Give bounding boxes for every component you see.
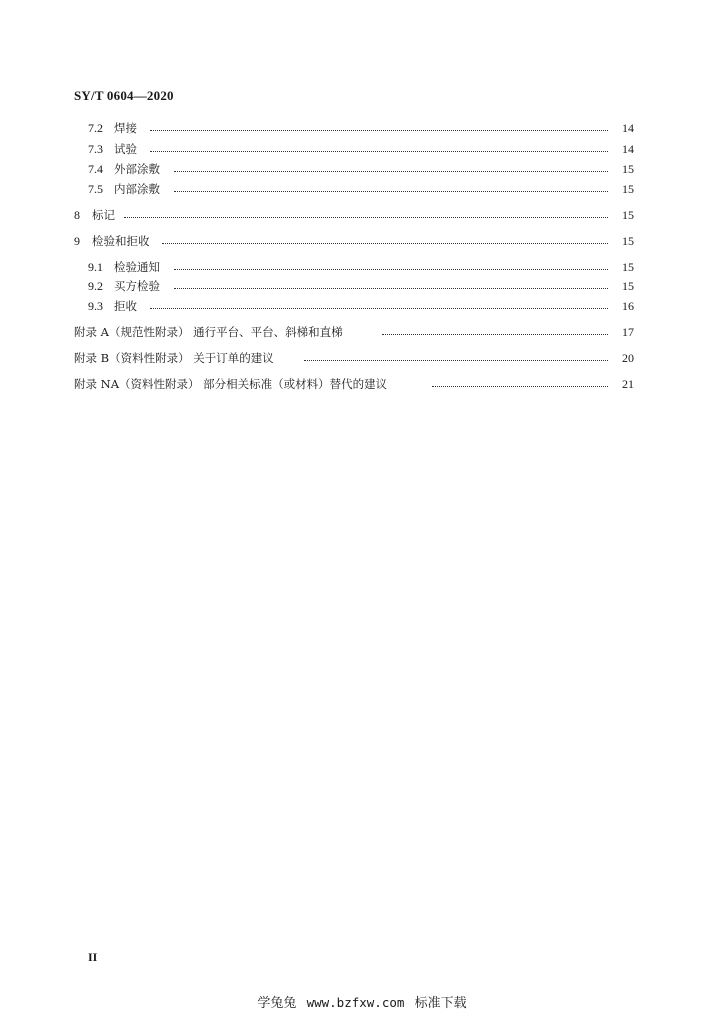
toc-number: 8 (74, 208, 80, 222)
toc-title: 标记 (92, 208, 115, 222)
toc-number: 9.1 (88, 260, 103, 274)
toc-number: 9 (74, 234, 80, 248)
toc-entry-7-4[interactable] (0, 161, 724, 177)
footer-site-name: 学兔兔 (257, 996, 297, 1011)
footer-url-link[interactable]: www.bzfxw.com (306, 995, 405, 1010)
toc-entry-annex-a[interactable] (0, 324, 724, 340)
document-code: SY/T 0604—2020 (74, 88, 174, 103)
toc-number: 7.2 (88, 121, 103, 135)
toc-number: 9.2 (88, 279, 103, 293)
toc-title: 附录 NA（资料性附录） 部分相关标准（或材料）替代的建议 (74, 377, 388, 391)
toc-entry-9-2[interactable] (0, 278, 724, 294)
toc-page: 21 (622, 377, 634, 391)
footer-tagline: 标准下载 (414, 996, 467, 1011)
toc-title: 内部涂敷 (114, 182, 160, 196)
toc-page: 15 (622, 162, 634, 176)
toc-leader (174, 288, 608, 289)
toc-title: 焊接 (114, 121, 137, 135)
toc-entry-9-1[interactable] (0, 259, 724, 275)
toc-entry-annex-b[interactable] (0, 350, 724, 366)
toc-number: 7.3 (88, 142, 103, 156)
toc-number: 7.5 (88, 182, 103, 196)
toc-title: 附录 B（资料性附录） 关于订单的建议 (74, 351, 274, 365)
toc-leader (174, 171, 608, 172)
toc-page: 14 (622, 121, 634, 135)
toc-entry-7-5[interactable] (0, 181, 724, 197)
site-footer (0, 992, 724, 1011)
toc-leader (150, 308, 608, 309)
toc-page: 14 (622, 142, 634, 156)
toc-leader (150, 130, 608, 131)
toc-title: 检验通知 (114, 260, 160, 274)
toc-entry-9-3[interactable] (0, 298, 724, 314)
toc-leader (162, 243, 608, 244)
toc-page: 16 (622, 299, 634, 313)
toc-entry-9[interactable] (0, 233, 724, 249)
toc-page: 20 (622, 351, 634, 365)
toc-leader (432, 386, 608, 387)
toc-title: 附录 A（规范性附录） 通行平台、平台、斜梯和直梯 (74, 325, 343, 339)
toc-page: 17 (622, 325, 634, 339)
toc-page: 15 (622, 234, 634, 248)
page-number: II (88, 950, 98, 964)
toc-leader (150, 151, 608, 152)
toc-page: 15 (622, 279, 634, 293)
toc-leader (174, 191, 608, 192)
toc-leader (124, 217, 608, 218)
toc-leader (174, 269, 608, 270)
toc-leader (304, 360, 608, 361)
toc-title: 拒收 (114, 299, 137, 313)
toc-entry-7-2[interactable] (0, 120, 724, 136)
toc-entry-8[interactable] (0, 207, 724, 223)
toc-entry-annex-na[interactable] (0, 376, 724, 392)
toc-title: 外部涂敷 (114, 162, 160, 176)
toc-entry-7-3[interactable] (0, 141, 724, 157)
toc-leader (382, 334, 608, 335)
toc-page: 15 (622, 208, 634, 222)
toc-title: 买方检验 (114, 279, 160, 293)
toc-title: 检验和拒收 (92, 234, 150, 248)
toc-page: 15 (622, 182, 634, 196)
toc-title: 试验 (114, 142, 137, 156)
toc-page: 15 (622, 260, 634, 274)
toc-number: 9.3 (88, 299, 103, 313)
toc-number: 7.4 (88, 162, 103, 176)
